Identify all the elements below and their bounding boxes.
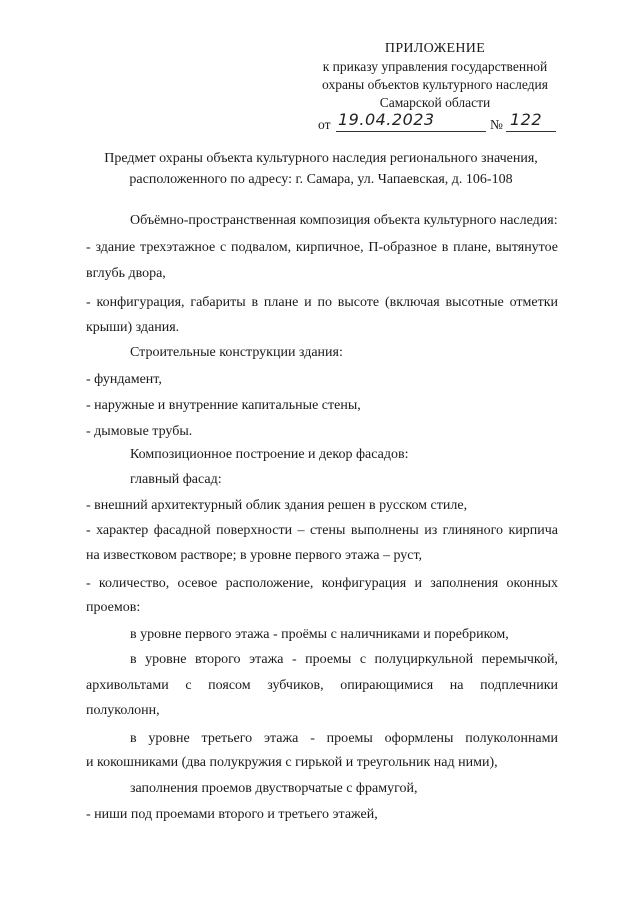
body-line: проемов: bbox=[86, 600, 141, 615]
date-prefix: от bbox=[318, 117, 331, 132]
body-line: главный фасад: bbox=[130, 472, 222, 487]
heading-line-1: Предмет охраны объекта культурного наследия регионального значения, bbox=[104, 151, 538, 166]
body-line: вглубь двора, bbox=[86, 266, 166, 281]
body-line: Объёмно-пространственная композиция объекта культурного наследия: bbox=[130, 213, 558, 228]
handwritten-date: 19.04.2023 bbox=[338, 110, 435, 129]
appendix-block bbox=[300, 40, 570, 132]
body-line: - внешний архитектурный облик здания решен в русском стиле, bbox=[86, 498, 468, 513]
body-line: и кокошниками (два полукружия с гирькой и треугольник над ними), bbox=[86, 755, 498, 770]
document-heading bbox=[86, 148, 556, 190]
date-underline bbox=[336, 131, 486, 132]
body-line: - количество, осевое расположение, конфигурация и заполнения оконных bbox=[86, 576, 558, 591]
body-line: - дымовые трубы. bbox=[86, 424, 193, 439]
body-line: Строительные конструкции здания: bbox=[130, 345, 343, 360]
body-line: в уровне второго этажа - проемы с полуциркульной перемычкой, bbox=[130, 652, 558, 667]
appendix-title: ПРИЛОЖЕНИЕ bbox=[384, 41, 486, 56]
number-underline bbox=[506, 131, 556, 132]
body-line: - ниши под проемами второго и третьего этажей, bbox=[86, 807, 378, 822]
order-date-number-line bbox=[318, 112, 578, 134]
handwritten-number: 122 bbox=[510, 110, 543, 129]
body-line: - наружные и внутренние капитальные стены, bbox=[86, 398, 361, 413]
appendix-line-1: к приказу управления государственной bbox=[322, 59, 548, 74]
appendix-line-2: охраны объектов культурного наследия bbox=[322, 77, 548, 92]
body-line: Композиционное построение и декор фасадов: bbox=[130, 447, 409, 462]
body-line: архивольтами с поясом зубчиков, опирающимися на подплечники bbox=[86, 678, 558, 693]
heading-line-2: расположенного по адресу: г. Самара, ул. Чапаевская, д. 106-108 bbox=[129, 172, 513, 187]
body-line: - фундамент, bbox=[86, 372, 162, 387]
number-prefix: № bbox=[490, 117, 503, 132]
body-line: - характер фасадной поверхности – стены выполнены из глиняного кирпича bbox=[86, 523, 558, 538]
appendix-line-3: Самарской области bbox=[379, 95, 491, 110]
body-line: - конфигурация, габариты в плане и по высоте (включая высотные отметки bbox=[86, 295, 558, 310]
body-line: на известковом растворе; в уровне первого этажа – руст, bbox=[86, 548, 423, 563]
body-line: крыши) здания. bbox=[86, 320, 180, 335]
body-line: полуколонн, bbox=[86, 703, 160, 718]
body-line: заполнения проемов двустворчатые с фрамугой, bbox=[130, 781, 418, 796]
body-line: - здание трехэтажное с подвалом, кирпичное, П-образное в плане, вытянутое bbox=[86, 240, 558, 255]
body-line: в уровне первого этажа - проёмы с наличниками и поребриком, bbox=[130, 627, 509, 642]
body-line: в уровне третьего этажа - проемы оформлены полуколоннами bbox=[130, 731, 558, 746]
